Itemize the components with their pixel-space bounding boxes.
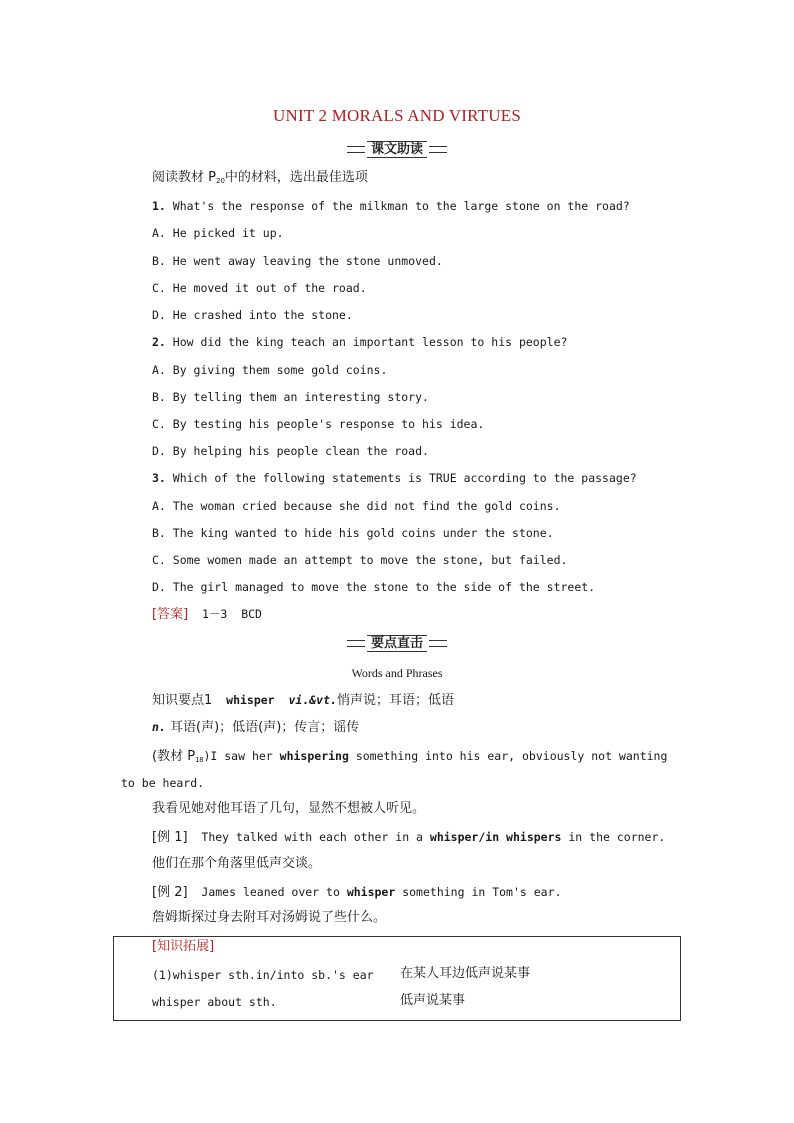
option: A. By giving them some gold coins. xyxy=(152,363,388,377)
section-banner-keypoints xyxy=(0,635,794,652)
section-banner-reading xyxy=(0,141,794,158)
option: D. By helping his people clean the road. xyxy=(152,444,429,458)
question-3 xyxy=(152,470,637,486)
question-number: 1. xyxy=(152,199,166,213)
question-text: How did the king teach an important lesson to his people? xyxy=(165,335,568,349)
banner-label: 课文助读 xyxy=(367,141,427,158)
example-bold: whisper xyxy=(346,885,396,899)
option: A. The woman cried because she did not find the gold coins. xyxy=(152,499,561,513)
expansion-label: [知识拓展] xyxy=(152,939,215,954)
example-1 xyxy=(152,829,665,846)
expansion-row-en: whisper about sth. xyxy=(152,995,277,1009)
option: B. By telling them an interesting story. xyxy=(152,390,429,404)
question-text: Which of the following statements is TRUE according to the passage? xyxy=(165,471,637,485)
question-number: 2. xyxy=(152,335,166,349)
example-2 xyxy=(152,884,561,901)
unit-title: UNIT 2 MORALS AND VIRTUES xyxy=(273,106,521,125)
point-word: whisper xyxy=(226,693,275,707)
point-meaning: 悄声说；耳语；低语 xyxy=(336,693,454,708)
answer-value: 1－3 BCD xyxy=(188,607,262,621)
banner-right-bar xyxy=(429,640,447,647)
question-2 xyxy=(152,334,567,350)
option: C. Some women made an attempt to move the stone, but failed. xyxy=(152,553,568,567)
option: C. By testing his people's response to his idea. xyxy=(152,417,485,431)
textbook-continued: to be heard. xyxy=(121,776,205,790)
point-1 xyxy=(152,692,454,709)
example-post: in the corner. xyxy=(561,830,666,844)
banner-right-bar xyxy=(429,146,447,153)
textbook-sentence xyxy=(152,748,667,768)
example-bold: whisper/in whispers xyxy=(429,830,562,844)
answer-line xyxy=(152,606,262,623)
option: B. He went away leaving the stone unmoved. xyxy=(152,254,443,268)
question-1 xyxy=(152,198,630,214)
textbook-pre: (教材 P xyxy=(152,749,196,764)
instruction xyxy=(152,170,368,189)
instruction-pre: 阅读教材 P xyxy=(152,170,216,185)
question-text: What's the response of the milkman to the large stone on the road? xyxy=(165,199,630,213)
textbook-post: something into his ear, obviously not wanting xyxy=(348,749,668,763)
expansion-row-cn: 在某人耳边低声说某事 xyxy=(400,966,531,981)
banner-left-bar xyxy=(347,146,365,153)
textbook-mid: )I saw her xyxy=(203,749,280,763)
textbook-page-sub: 18 xyxy=(195,756,204,764)
example-post: something in Tom's ear. xyxy=(395,885,562,899)
option: C. He moved it out of the road. xyxy=(152,281,367,295)
example-label: [例 1] xyxy=(152,830,188,845)
option: A. He picked it up. xyxy=(152,226,284,240)
answer-label: [答案] xyxy=(152,607,189,622)
point-1-noun xyxy=(152,719,359,736)
banner-left-bar xyxy=(347,640,365,647)
point-pos: vi.&vt. xyxy=(288,693,337,707)
instruction-page-sub: 20 xyxy=(215,177,225,185)
instruction-post: 中的材料，选出最佳选项 xyxy=(224,170,368,185)
example-label: [例 2] xyxy=(152,885,188,900)
subheading: Words and Phrases xyxy=(351,666,443,680)
example-pre: James leaned over to xyxy=(187,885,347,899)
example-2-translation: 詹姆斯探过身去附耳对汤姆说了些什么。 xyxy=(152,910,387,925)
textbook-translation: 我看见她对他耳语了几句，显然不想被人听见。 xyxy=(152,801,426,816)
question-number: 3. xyxy=(152,471,166,485)
example-pre: They talked with each other in a xyxy=(187,830,430,844)
noun-pos: n. xyxy=(152,720,166,734)
example-1-translation: 他们在那个角落里低声交谈。 xyxy=(152,856,322,871)
textbook-bold: whispering xyxy=(279,749,349,763)
noun-meaning: 耳语(声)；低语(声)；传言；谣传 xyxy=(165,720,360,735)
expansion-row-cn: 低声说某事 xyxy=(400,993,466,1008)
option: B. The king wanted to hide his gold coins under the stone. xyxy=(152,526,554,540)
banner-label: 要点直击 xyxy=(367,635,427,652)
option: D. The girl managed to move the stone to the side of the street. xyxy=(152,580,596,594)
option: D. He crashed into the stone. xyxy=(152,308,353,322)
expansion-row-en: (1)whisper sth.in/into sb.'s ear xyxy=(152,968,374,982)
point-label: 知识要点1 xyxy=(152,693,213,708)
